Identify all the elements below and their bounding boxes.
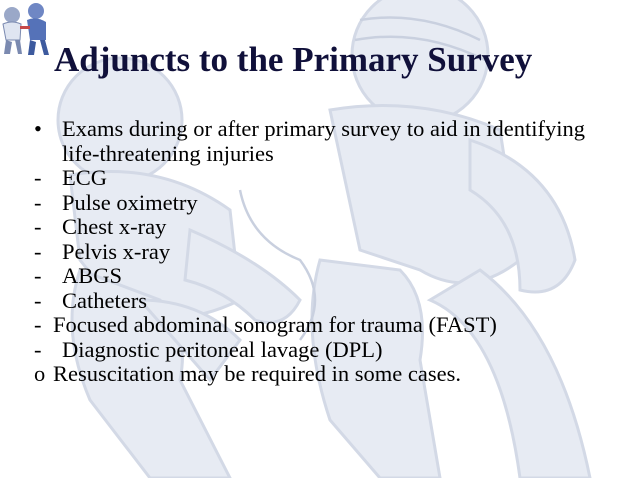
list-item bbox=[34, 117, 624, 166]
dash-marker: - bbox=[34, 312, 42, 337]
list-item bbox=[34, 338, 624, 363]
list-item-text: Focused abdominal sonogram for trauma (FAST) bbox=[53, 312, 497, 337]
list-item bbox=[34, 215, 624, 240]
list-item bbox=[34, 313, 624, 338]
list-item bbox=[34, 264, 624, 289]
dash-marker: - bbox=[34, 336, 42, 362]
list-item bbox=[34, 191, 624, 216]
list-item-text: ECG bbox=[62, 165, 107, 190]
list-item bbox=[34, 240, 624, 265]
bullet-marker: • bbox=[34, 116, 42, 141]
dash-marker: - bbox=[34, 214, 42, 239]
list-item bbox=[34, 166, 624, 191]
list-item-text: Pulse oximetry bbox=[62, 189, 198, 215]
dash-marker: - bbox=[34, 165, 42, 190]
dash-marker: - bbox=[34, 238, 42, 264]
slide-title: Adjuncts to the Primary Survey bbox=[54, 40, 533, 79]
list-item bbox=[34, 289, 624, 314]
dash-marker: - bbox=[34, 189, 42, 215]
list-item-text: Exams during or after primary survey to aid in identifying life-threatening injuries bbox=[62, 116, 585, 166]
list-item-text: Pelvis x-ray bbox=[62, 238, 171, 264]
circle-marker: o bbox=[34, 361, 46, 386]
list-item-text: Diagnostic peritoneal lavage (DPL) bbox=[62, 336, 383, 362]
list-item-text: Catheters bbox=[62, 287, 147, 313]
list-item bbox=[34, 362, 624, 387]
doctor-patient-figures-icon bbox=[0, 0, 52, 62]
list-item-text: Resuscitation may be required in some cases. bbox=[53, 361, 462, 386]
bullet-list bbox=[34, 117, 624, 387]
list-item-text: ABGS bbox=[62, 263, 123, 288]
dash-marker: - bbox=[34, 263, 42, 288]
dash-marker: - bbox=[34, 287, 42, 313]
list-item-text: Chest x-ray bbox=[62, 214, 167, 239]
